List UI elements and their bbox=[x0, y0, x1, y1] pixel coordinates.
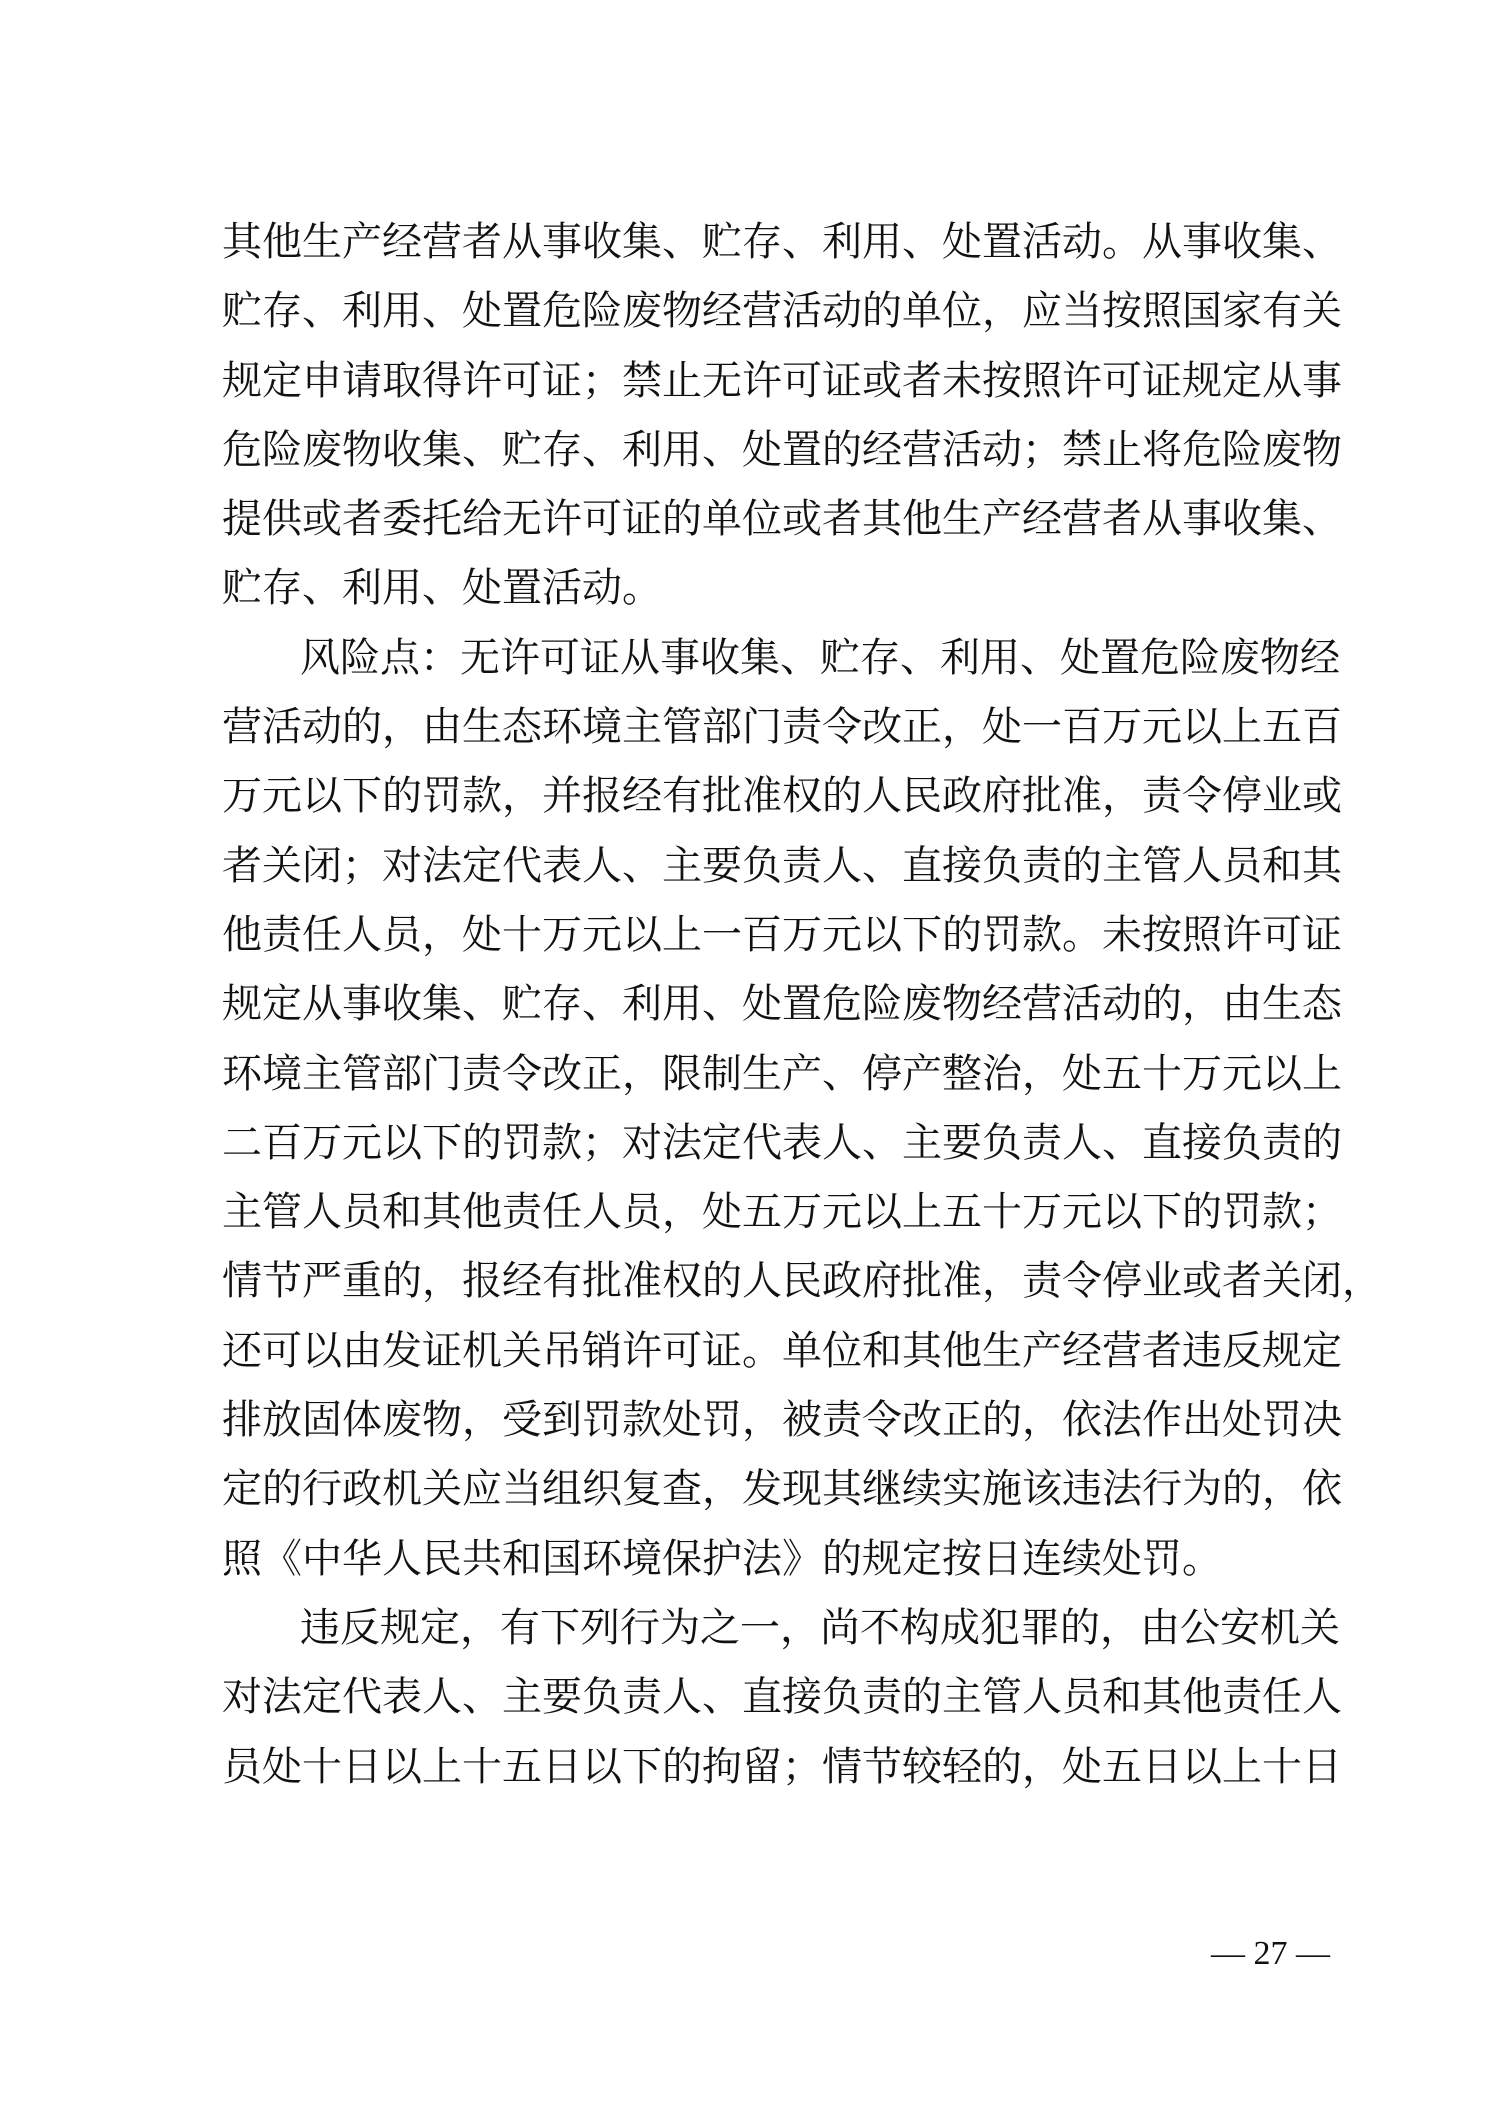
paragraph bbox=[222, 208, 1342, 624]
text-line: 规定申请取得许可证；禁止无许可证或者未按照许可证规定从事 bbox=[222, 357, 1342, 404]
paragraph bbox=[222, 1594, 1342, 1802]
text-line: 二百万元以下的罚款；对法定代表人、主要负责人、直接负责的 bbox=[222, 1119, 1342, 1166]
document-body bbox=[222, 208, 1382, 1802]
text-line: 营活动的，由生态环境主管部门责令改正，处一百万元以上五百 bbox=[222, 704, 1342, 751]
text-line: 照《中华人民共和国环境保护法》的规定按日连续处罚。 bbox=[222, 1535, 1222, 1582]
text-line: 其他生产经营者从事收集、贮存、利用、处置活动。从事收集、 bbox=[222, 219, 1342, 265]
text-line: 危险废物收集、贮存、利用、处置的经营活动；禁止将危险废物 bbox=[222, 426, 1342, 473]
text-line: 情节严重的，报经有批准权的人民政府批准，责令停业或者关闭， bbox=[222, 1258, 1382, 1305]
text-line: 违反规定，有下列行为之一，尚不构成犯罪的，由公安机关 bbox=[300, 1604, 1340, 1651]
text-line: 排放固体废物，受到罚款处罚，被责令改正的，依法作出处罚决 bbox=[222, 1397, 1342, 1444]
text-line: 环境主管部门责令改正，限制生产、停产整治，处五十万元以上 bbox=[222, 1050, 1342, 1097]
text-line: 他责任人员，处十万元以上一百万元以下的罚款。未按照许可证 bbox=[222, 911, 1342, 958]
text-line: 主管人员和其他责任人员，处五万元以上五十万元以下的罚款； bbox=[222, 1189, 1342, 1236]
text-line: 还可以由发证机关吊销许可证。单位和其他生产经营者违反规定 bbox=[222, 1327, 1342, 1374]
text-line: 提供或者委托给无许可证的单位或者其他生产经营者从事收集、 bbox=[222, 496, 1342, 543]
page-number: — 27 — bbox=[1211, 1935, 1330, 1972]
text-line: 贮存、利用、处置危险废物经营活动的单位，应当按照国家有关 bbox=[222, 288, 1342, 335]
text-line: 万元以下的罚款，并报经有批准权的人民政府批准，责令停业或 bbox=[222, 773, 1342, 820]
text-line: 风险点：无许可证从事收集、贮存、利用、处置危险废物经 bbox=[300, 634, 1340, 681]
text-line: 对法定代表人、主要负责人、直接负责的主管人员和其他责任人 bbox=[222, 1674, 1342, 1721]
text-line: 员处十日以上十五日以下的拘留；情节较轻的，处五日以上十日 bbox=[222, 1743, 1342, 1790]
text-line: 规定从事收集、贮存、利用、处置危险废物经营活动的，由生态 bbox=[222, 981, 1342, 1028]
paragraph bbox=[222, 624, 1382, 1594]
text-line: 贮存、利用、处置活动。 bbox=[222, 565, 662, 612]
text-line: 者关闭；对法定代表人、主要负责人、直接负责的主管人员和其 bbox=[222, 842, 1342, 889]
text-line: 定的行政机关应当组织复查，发现其继续实施该违法行为的，依 bbox=[222, 1466, 1342, 1513]
